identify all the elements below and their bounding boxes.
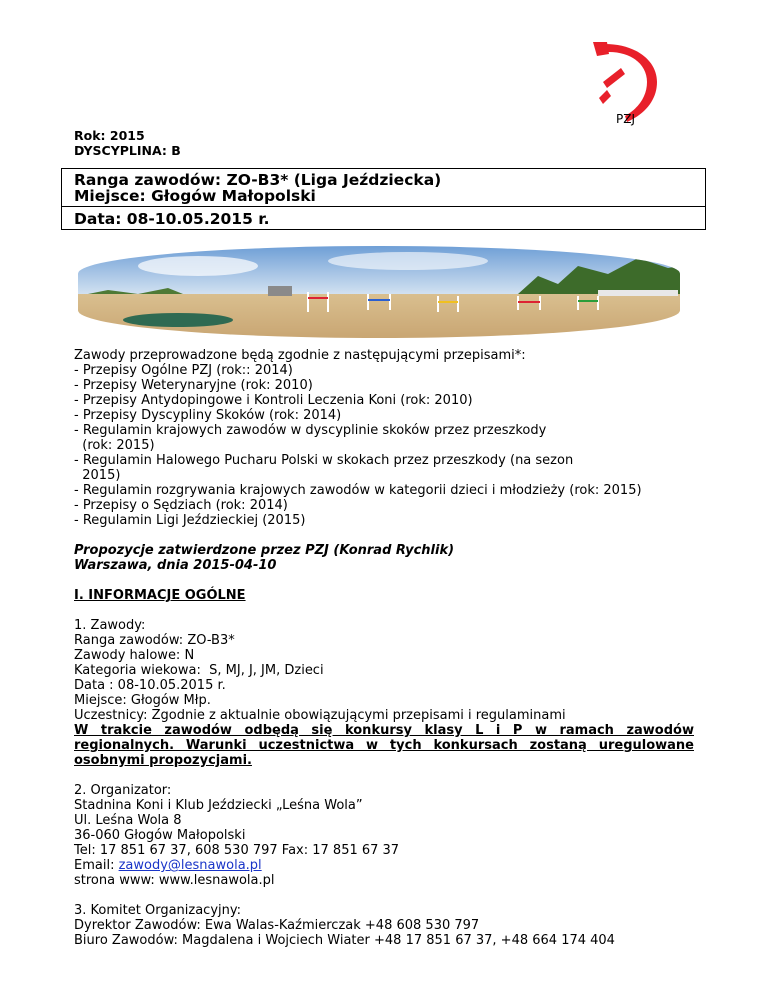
competition-date: Data: 08-10.05.2015 r. [74,210,270,228]
arena-panorama-photo [78,246,680,338]
organizer-line: Tel: 17 851 67 37, 608 530 797 Fax: 17 851 67 37 [74,843,400,858]
rule-item: - Przepisy Dyscypliny Skoków (rok: 2014) [74,408,342,423]
section-title: I. INFORMACJE OGÓLNE [74,588,246,603]
competition-place: Miejsce: Głogów Małopolski [74,187,316,205]
zawody-line: Data : 08-10.05.2015 r. [74,678,226,693]
box-divider [62,206,705,207]
organizer-line: Stadnina Koni i Klub Jeździecki „Leśna Wola” [74,798,363,813]
pzj-logo-text: PZJ [616,112,635,126]
rule-item: - Regulamin Ligi Jeździeckiej (2015) [74,513,306,528]
rule-item: - Przepisy Ogólne PZJ (rok:: 2014) [74,363,293,378]
zawody-line: Miejsce: Głogów Młp. [74,693,211,708]
year-label: Rok: 2015 [74,128,145,143]
zawody-line: Uczestnicy: Zgodnie z aktualnie obowiązującymi przepisami i regulaminami [74,708,566,723]
organizer-line: 36-060 Głogów Małopolski [74,828,246,843]
competition-rank: Ranga zawodów: ZO-B3* (Liga Jeździecka) [74,171,442,189]
rule-item: - Przepisy Antydopingowe i Kontroli Leczenia Koni (rok: 2010) [74,393,473,408]
committee-heading: 3. Komitet Organizacyjny: [74,903,241,918]
rule-item: - Przepisy Weterynaryjne (rok: 2010) [74,378,313,393]
zawody-line: Kategoria wiekowa: S, MJ, J, JM, Dzieci [74,663,324,678]
organizer-line: Ul. Leśna Wola 8 [74,813,182,828]
email-link[interactable]: zawody@lesnawola.pl [118,858,262,873]
zawody-heading: 1. Zawody: [74,618,146,633]
committee-line: Biuro Zawodów: Magdalena i Wojciech Wiater +48 17 851 67 37, +48 664 174 404 [74,933,615,948]
regional-notice: W trakcie zawodów odbędą się konkursy klasy L i P w ramach zawodów regionalnych. Warunki uczestnictwa w tych konkursach zostaną uregulowane osobnymi propozycjami. [74,723,694,768]
organizer-heading: 2. Organizator: [74,783,172,798]
website-line: strona www: www.lesnawola.pl [74,873,275,888]
rule-item: - Regulamin Halowego Pucharu Polski w skokach przez przeszkody (na sezon [74,453,574,468]
rule-item: - Przepisy o Sędziach (rok: 2014) [74,498,288,513]
rule-item: 2015) [74,468,121,483]
rule-item: - Regulamin rozgrywania krajowych zawodów w kategorii dzieci i młodzieży (rok: 2015) [74,483,642,498]
approval-date: Warszawa, dnia 2015-04-10 [74,558,277,573]
committee-line: Dyrektor Zawodów: Ewa Walas-Kaźmierczak +48 608 530 797 [74,918,480,933]
approval-line: Propozycje zatwierdzone przez PZJ (Konrad Rychlik) [74,543,455,558]
rules-intro: Zawody przeprowadzone będą zgodnie z następującymi przepisami*: [74,348,526,363]
email-label: Email: [74,858,119,873]
competition-info-box [61,168,706,230]
rule-item: (rok: 2015) [74,438,155,453]
zawody-line: Ranga zawodów: ZO-B3* [74,633,235,648]
email-line [74,858,262,873]
discipline-label: DYSCYPLINA: B [74,143,181,158]
zawody-line: Zawody halowe: N [74,648,195,663]
rule-item: - Regulamin krajowych zawodów w dyscyplinie skoków przez przeszkody [74,423,547,438]
